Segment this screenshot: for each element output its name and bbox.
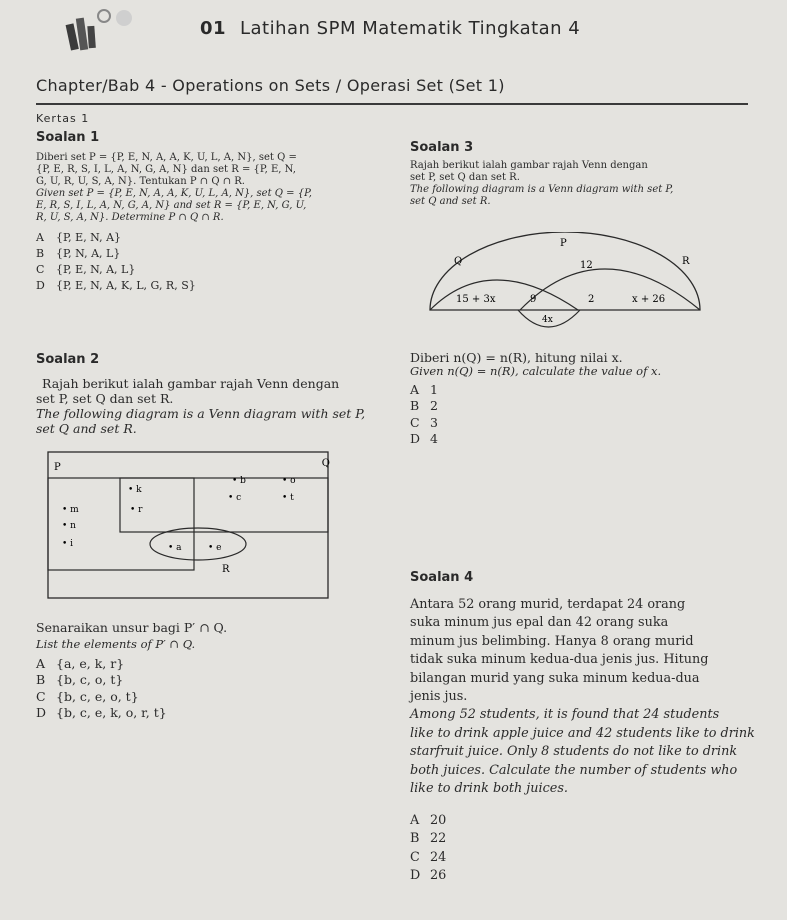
- q2-element-k: • k: [128, 485, 142, 495]
- q3-venn-diagram: [420, 232, 710, 332]
- q2-element-r: • r: [130, 505, 143, 515]
- q3-label-r: R: [682, 256, 690, 267]
- q3-prompt-ms: Diberi n(Q) = n(R), hitung nilai x.: [410, 350, 623, 365]
- q3-text: [410, 160, 760, 208]
- q4-ms-line-2: suka minum jus epal dan 42 orang suka: [410, 615, 669, 631]
- q1-options: [36, 230, 196, 294]
- q2-element-e: • e: [208, 543, 222, 553]
- q1-option-a[interactable]: A {P, E, N, A}: [36, 231, 122, 244]
- chapter-title: Chapter/Bab 4 - Operations on Sets / Operasi Set (Set 1): [36, 76, 505, 95]
- q2-set-q-outline: [120, 478, 328, 532]
- q1-text-en-3: R, U, S, A, N}. Determine P ∩ Q ∩ R.: [36, 212, 224, 223]
- q4-en-line-3: starfruit juice. Only 8 students do not like to drink: [410, 744, 738, 760]
- q1-text-en-1: Given set P = {P, E, N, A, A, K, U, L, A, N}, set Q = {P,: [36, 188, 312, 199]
- q3-set-q-outline: [430, 280, 578, 310]
- q1-option-d[interactable]: D {P, E, N, A, K, L, G, R, S}: [36, 279, 196, 292]
- q3-text-en-2: set Q and set R.: [410, 196, 491, 207]
- q3-option-b[interactable]: B 2: [410, 398, 438, 414]
- q1-option-c[interactable]: C {P, E, N, A, L}: [36, 263, 136, 276]
- q2-text-en-1: The following diagram is a Venn diagram with set P,: [36, 406, 366, 421]
- q3-text-ms-1: Rajah berikut ialah gambar rajah Venn dengan: [410, 160, 648, 171]
- q2-options: [36, 656, 167, 722]
- q2-element-b: • b: [232, 476, 246, 486]
- q3-value-2: 2: [588, 294, 595, 305]
- q2-option-a[interactable]: A {a, e, k, r}: [36, 656, 125, 671]
- q3-option-a[interactable]: A 1: [410, 382, 438, 397]
- q3-option-d[interactable]: D 4: [410, 431, 438, 447]
- q2-universal-set: [48, 452, 328, 598]
- q2-element-o: • o: [282, 476, 296, 486]
- q3-text-en-1: The following diagram is a Venn diagram with set P,: [410, 184, 674, 195]
- q1-text-en-2: E, R, S, I, L, A, N, G, A, N} and set R = {P, E, N, G, U,: [36, 200, 307, 211]
- q4-ms-line-4: tidak suka minum kedua-dua jenis jus. Hitung: [410, 652, 709, 668]
- q2-element-i: • i: [62, 539, 74, 549]
- q4-option-c[interactable]: C 24: [410, 849, 447, 865]
- q3-prompt-en: Given n(Q) = n(R), calculate the value of x.: [410, 364, 662, 378]
- q2-element-n: • n: [62, 521, 76, 531]
- q2-element-m: • m: [62, 505, 79, 515]
- q3-text-ms-2: set P, set Q dan set R.: [410, 172, 520, 183]
- q4-ms-line-5: bilangan murid yang suka minum kedua-dua: [410, 670, 700, 686]
- q2-text-ms-1: Rajah berikut ialah gambar rajah Venn dengan: [42, 376, 340, 391]
- q2-element-c: • c: [228, 493, 242, 503]
- header-number: 01: [200, 18, 227, 39]
- q2-element-t: • t: [282, 493, 294, 503]
- q2-label-r: R: [222, 564, 230, 575]
- q4-en-line-2: like to drink apple juice and 42 students like to drink: [410, 725, 755, 741]
- q3-heading: Soalan 3: [410, 140, 474, 155]
- q4-ms-line-1: Antara 52 orang murid, terdapat 24 orang: [410, 597, 686, 612]
- q3-label-p: P: [560, 238, 567, 249]
- q2-option-c[interactable]: C {b, c, e, o, t}: [36, 688, 139, 704]
- q2-label-q: Q: [321, 458, 330, 469]
- page-title: Latihan SPM Matematik Tingkatan 4: [240, 18, 581, 39]
- q4-option-b[interactable]: B 22: [410, 831, 447, 847]
- q3-option-c[interactable]: C 3: [410, 414, 438, 430]
- q2-text: [36, 376, 396, 436]
- q1-text: [36, 152, 366, 224]
- q1-text-ms-2: {P, E, R, S, I, L, A, N, G, A, N} dan set R = {P, E, N,: [36, 164, 296, 175]
- q2-set-r-outline: [150, 528, 246, 560]
- header-logo: [62, 6, 152, 52]
- q1-option-b[interactable]: B {P, N, A, L}: [36, 247, 121, 260]
- q1-text-ms-1: Diberi set P = {P, E, N, A, A, K, U, L, A, N}, set Q =: [36, 152, 297, 163]
- q2-label-p: P: [54, 462, 61, 473]
- q3-value-12: 12: [580, 260, 593, 271]
- q2-element-a: • a: [168, 543, 182, 553]
- q3-set-r-outline: [520, 269, 700, 310]
- q4-options: [410, 812, 446, 886]
- q4-option-a[interactable]: A 20: [410, 813, 447, 828]
- q2-option-b[interactable]: B {b, c, o, t}: [36, 672, 124, 688]
- q3-value-9: 9: [530, 294, 537, 305]
- q2-text-en-2: set Q and set R.: [36, 421, 137, 436]
- q2-prompt-en: List the elements of P′ ∩ Q.: [36, 637, 196, 651]
- paper-label: Kertas 1: [36, 112, 90, 125]
- q4-en-line-5: like to drink both juices.: [410, 781, 568, 797]
- q4-text: [410, 596, 770, 798]
- q2-heading: Soalan 2: [36, 352, 100, 367]
- q2-option-d[interactable]: D {b, c, e, k, o, r, t}: [36, 705, 167, 721]
- q4-heading: Soalan 4: [410, 570, 474, 585]
- header-rule: [36, 103, 748, 105]
- q3-value-4x: 4x: [542, 315, 553, 325]
- q4-en-line-1: Among 52 students, it is found that 24 students: [410, 707, 720, 723]
- q3-options: [410, 382, 438, 448]
- q3-value-x-26: x + 26: [632, 294, 666, 305]
- q2-prompt-ms: Senaraikan unsur bagi P′ ∩ Q.: [36, 620, 228, 635]
- q3-label-q: Q: [454, 256, 463, 267]
- q3-value-15-3x: 15 + 3x: [456, 294, 496, 305]
- q2-venn-diagram: [44, 450, 334, 602]
- q4-en-line-4: both juices. Calculate the number of students who: [410, 762, 738, 778]
- q4-option-d[interactable]: D 26: [410, 868, 447, 884]
- q1-heading: Soalan 1: [36, 130, 100, 145]
- q2-text-ms-2: set P, set Q dan set R.: [36, 391, 174, 406]
- q1-text-ms-3: G, U, R, U, S, A, N}. Tentukan P ∩ Q ∩ R.: [36, 176, 245, 187]
- q4-ms-line-6: jenis jus.: [410, 689, 468, 705]
- q4-ms-line-3: minum jus belimbing. Hanya 8 orang murid: [410, 633, 694, 649]
